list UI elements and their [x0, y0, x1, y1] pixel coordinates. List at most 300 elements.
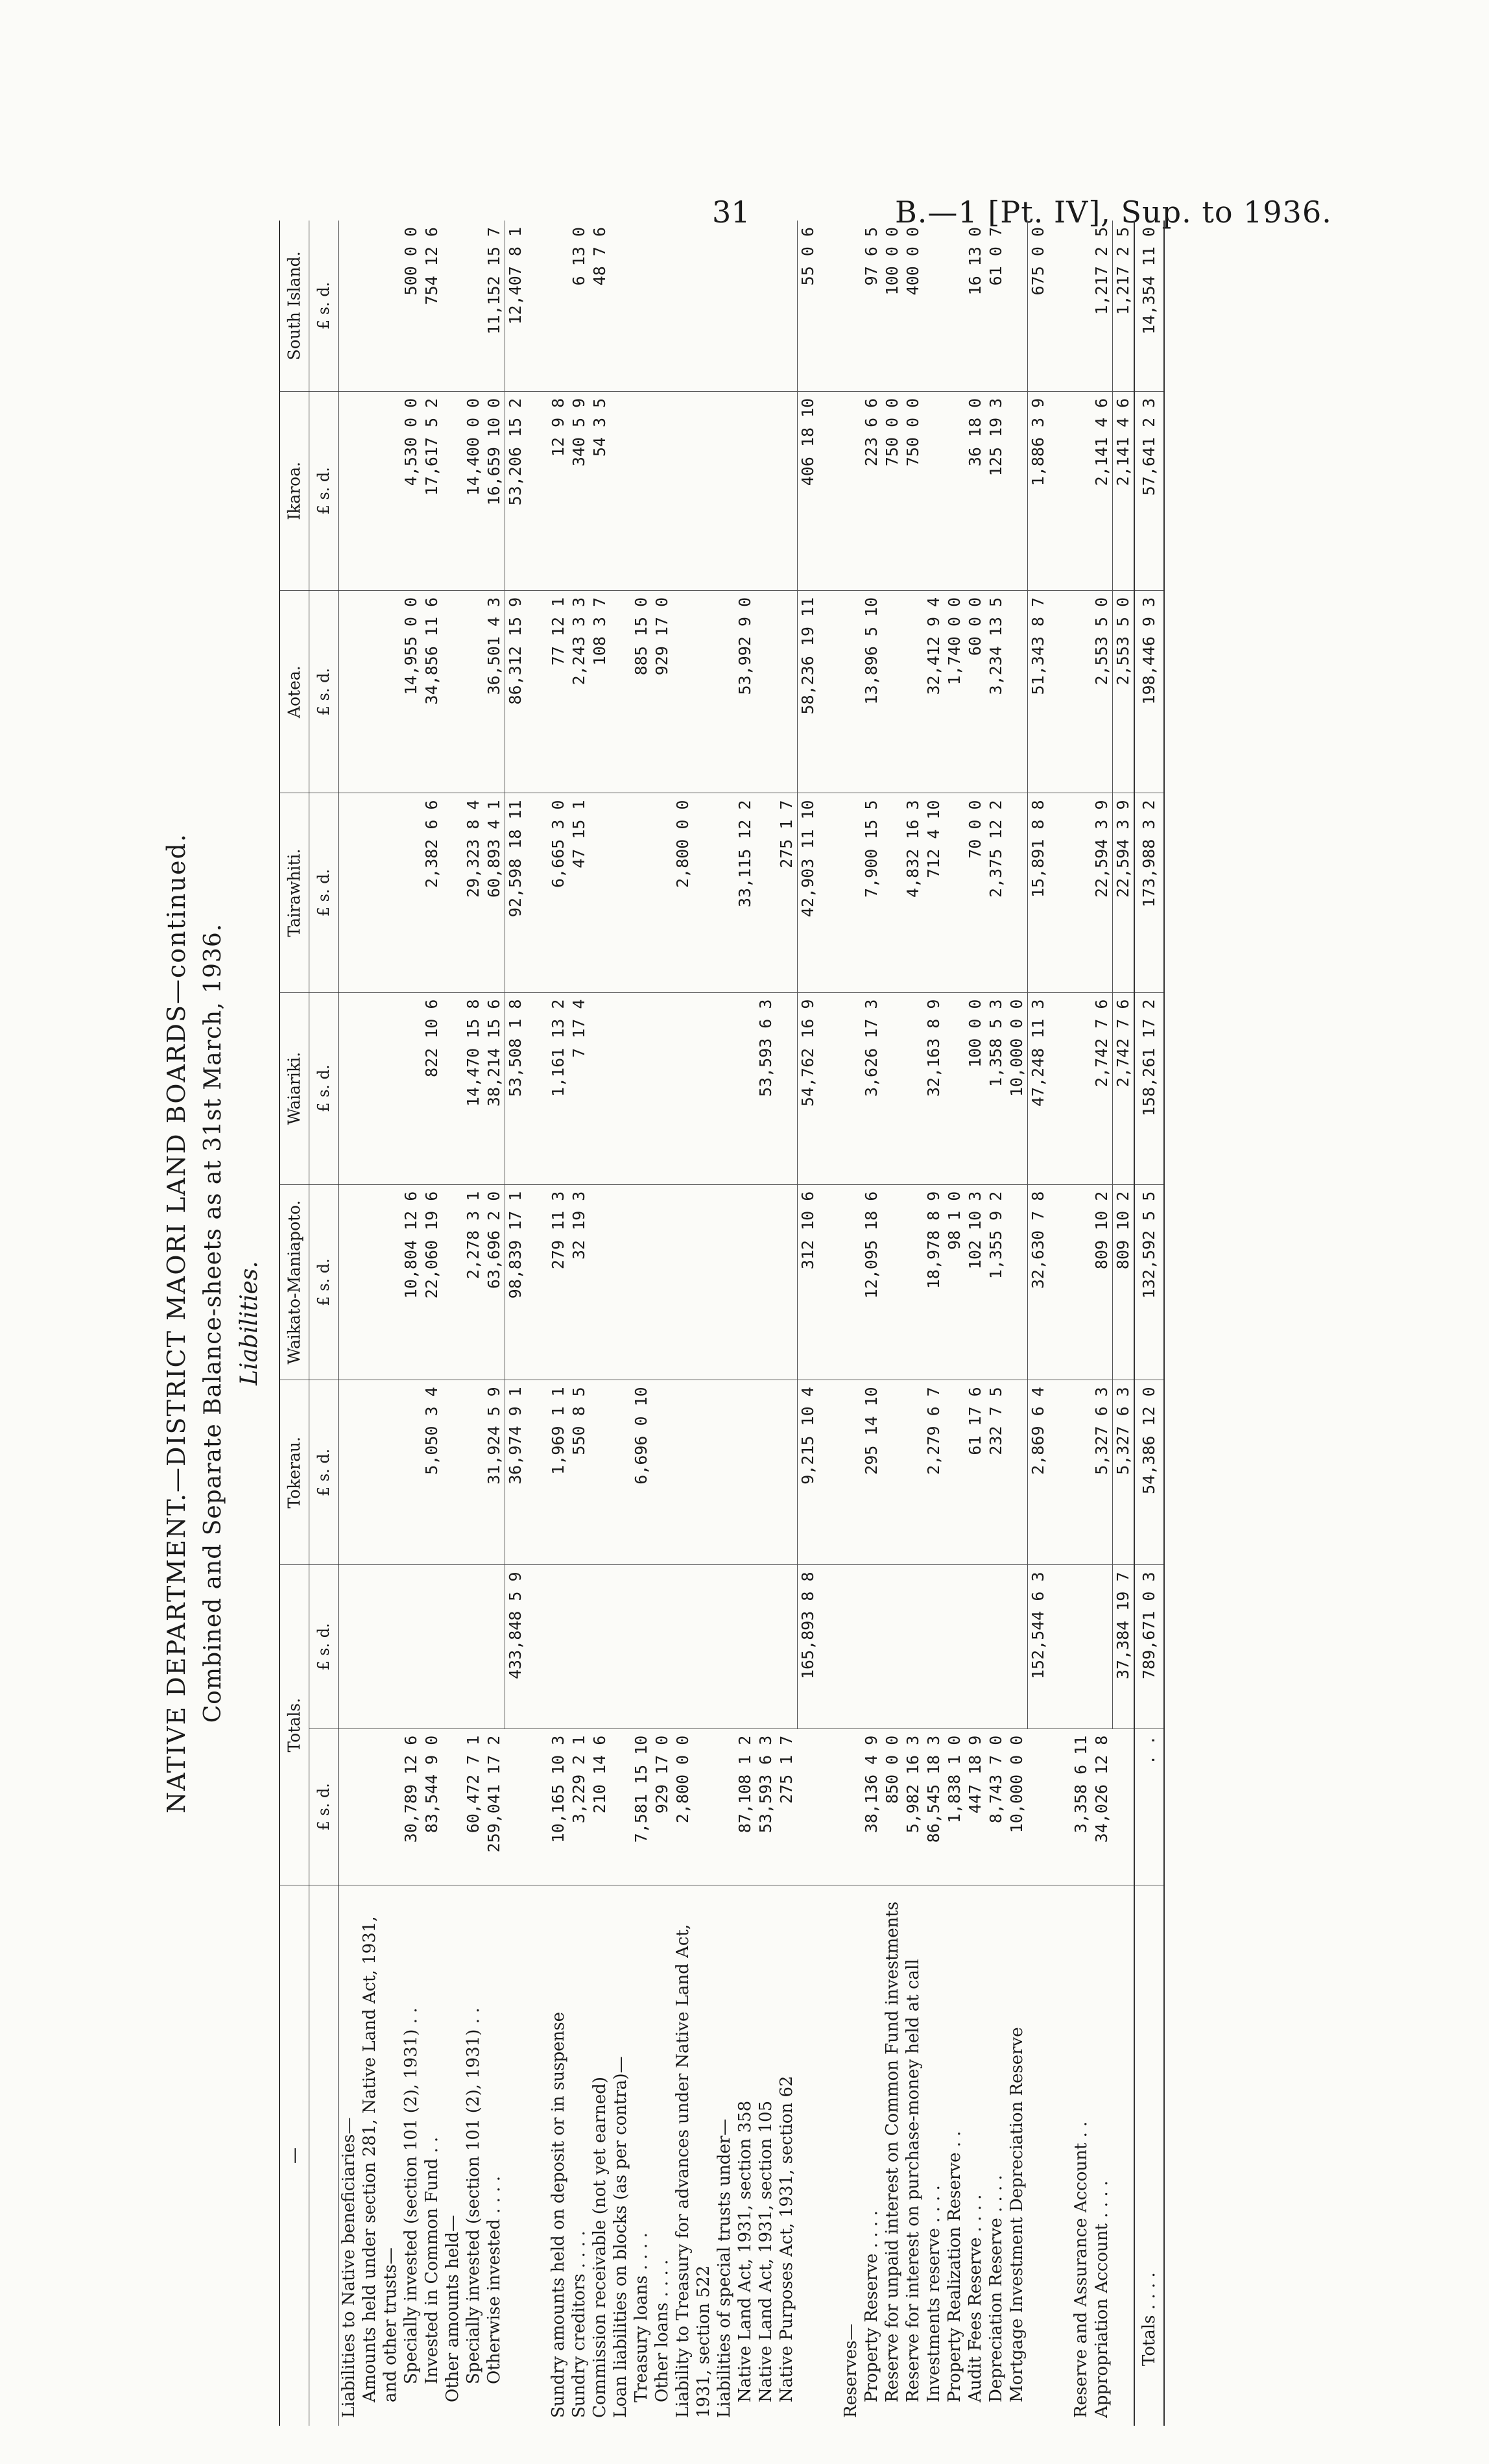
cell-tairawhiti: 4,832 16 3 — [903, 793, 923, 992]
cell-aotea — [1071, 590, 1091, 793]
cell-tokerau: 1,969 1 1 — [548, 1380, 569, 1565]
row-label: Native Land Act, 1931, section 105 — [756, 2100, 776, 2402]
table-row — [861, 221, 882, 2426]
running-head: B.—1 [Pt. IV], Sup. to 1936. — [895, 195, 1332, 230]
cell-tokerau: 61 17 6 — [965, 1380, 986, 1565]
cell-waikato-maniapoto — [840, 1184, 861, 1380]
cell-tairawhiti — [401, 793, 422, 992]
cell-waikato-maniapoto: 63,696 2 0 — [484, 1184, 505, 1380]
cell-waikato-maniapoto — [652, 1184, 673, 1380]
cell-ikaroa — [923, 391, 944, 590]
cell-waikato-maniapoto — [756, 1184, 776, 1380]
row-label: Liabilities to Native beneficiaries— — [339, 2117, 359, 2418]
cell-tairawhiti — [339, 793, 360, 992]
cell-aotea: 53,992 9 0 — [735, 590, 756, 793]
cell-aotea — [339, 590, 360, 793]
cell-ikaroa — [756, 391, 776, 590]
cell-waiariki — [714, 992, 735, 1184]
cell-tokerau: 5,050 3 4 — [422, 1380, 442, 1565]
cell-totals-a: 3,229 2 1 — [569, 1728, 590, 1885]
cell-ikaroa — [442, 391, 463, 590]
table-row — [1007, 221, 1028, 2426]
cell-aotea: 58,236 19 11 — [798, 590, 819, 793]
table-row — [944, 221, 965, 2426]
cell-tairawhiti: 47 15 1 — [569, 793, 590, 992]
cell-aotea — [673, 590, 714, 793]
cell-south-island — [652, 221, 673, 391]
table-row — [1028, 221, 1049, 2426]
cell-tairawhiti — [1007, 793, 1028, 992]
cell-tokerau — [756, 1380, 776, 1565]
header-ikaroa: Ikaroa. — [280, 391, 309, 590]
row-label: Audit Fees Reserve . . . . — [966, 2194, 985, 2402]
cell-totals-b — [631, 1565, 652, 1728]
cell-aotea: 108 3 7 — [590, 590, 610, 793]
document-subtitle: Combined and Separate Balance-sheets as at 31st March, 1936. — [200, 923, 226, 1723]
spacer-row — [818, 221, 840, 2426]
cell-south-island: 11,152 15 7 — [484, 221, 505, 391]
cell-tairawhiti: 42,903 11 10 — [798, 793, 819, 992]
cell-ikaroa: 53,206 15 2 — [505, 391, 527, 590]
cell-totals-a: 210 14 6 — [590, 1728, 610, 1885]
row-label: Liabilities of special trusts under— — [715, 2118, 734, 2418]
cell-totals-a: 10,165 10 3 — [548, 1728, 569, 1885]
cell-tairawhiti: 712 4 10 — [923, 793, 944, 992]
cell-tokerau: 6,696 0 10 — [631, 1380, 652, 1565]
cell-waikato-maniapoto — [339, 1184, 360, 1380]
cell-tairawhiti — [652, 793, 673, 992]
row-label: Reserve for unpaid interest on Common Fund investments — [883, 1901, 902, 2402]
table-row — [569, 221, 590, 2426]
cell-aotea: 86,312 15 9 — [505, 590, 527, 793]
cell-tairawhiti — [1071, 793, 1091, 992]
cell-waikato-maniapoto — [714, 1184, 735, 1380]
cell-totals-a — [339, 1728, 360, 1885]
cell-tokerau: 550 8 5 — [569, 1380, 590, 1565]
row-label: Otherwise invested . . . . — [484, 2176, 504, 2384]
cell-aotea: 2,243 3 3 — [569, 590, 590, 793]
table-row — [903, 221, 923, 2426]
cell-waiariki: 53,508 1 8 — [505, 992, 527, 1184]
table-row — [673, 221, 714, 2426]
cell-ikaroa — [735, 391, 756, 590]
units-cell: £ s. d. — [309, 1565, 339, 1728]
rotated-table-region — [162, 221, 1381, 2426]
cell-aotea: 32,412 9 4 — [923, 590, 944, 793]
units-cell: £ s. d. — [309, 1380, 339, 1565]
cell-south-island: 400 0 0 — [903, 221, 923, 391]
cell-waiariki — [359, 992, 401, 1184]
table-row — [776, 221, 798, 2426]
cell-totals-b — [422, 1565, 442, 1728]
table-row — [590, 221, 610, 2426]
row-label: Amounts held under section 281, Native Land Act, 1931, and other trusts— — [360, 1916, 400, 2402]
cell-south-island — [631, 221, 652, 391]
cell-south-island — [1071, 221, 1091, 391]
document-title: NATIVE DEPARTMENT.—DISTRICT MAORI LAND BOARDS—continued. — [162, 833, 191, 1813]
cell-ikaroa — [339, 391, 360, 590]
cell-waiariki — [840, 992, 861, 1184]
cell-ikaroa — [714, 391, 735, 590]
cell-tokerau — [1071, 1380, 1091, 1565]
cell-waikato-maniapoto: 12,095 18 6 — [861, 1184, 882, 1380]
cell-tokerau — [401, 1380, 422, 1565]
cell-totals-a: 259,041 17 2 — [484, 1728, 505, 1885]
units-cell: £ s. d. — [309, 793, 339, 992]
cell-tokerau — [442, 1380, 463, 1565]
cell-ikaroa: 12 9 8 — [548, 391, 569, 590]
cell-waiariki — [882, 992, 903, 1184]
cell-totals-b: 152,544 6 3 — [1028, 1565, 1049, 1728]
table-row — [1113, 221, 1135, 2426]
cell-tokerau: 5,327 6 3 — [1091, 1380, 1113, 1565]
cell-totals-a: 929 17 0 — [652, 1728, 673, 1885]
totals-ikaroa: 57,641 2 3 — [1134, 391, 1164, 590]
cell-tairawhiti — [631, 793, 652, 992]
cell-totals-a: 30,789 12 6 — [401, 1728, 422, 1885]
cell-ikaroa: 223 6 6 — [861, 391, 882, 590]
cell-south-island: 1,217 2 5 — [1091, 221, 1113, 391]
row-label: Property Realization Reserve . . — [945, 2131, 964, 2402]
cell-waiariki — [903, 992, 923, 1184]
cell-south-island — [756, 221, 776, 391]
cell-waikato-maniapoto: 809 10 2 — [1113, 1184, 1135, 1380]
cell-totals-b — [1007, 1565, 1028, 1728]
cell-waikato-maniapoto: 98 1 0 — [944, 1184, 965, 1380]
cell-totals-a: 38,136 4 9 — [861, 1728, 882, 1885]
cell-ikaroa: 750 0 0 — [903, 391, 923, 590]
cell-aotea: 3,234 13 5 — [986, 590, 1007, 793]
cell-waiariki — [776, 992, 798, 1184]
cell-ikaroa: 36 18 0 — [965, 391, 986, 590]
cell-totals-b — [944, 1565, 965, 1728]
cell-ikaroa: 2,141 4 6 — [1091, 391, 1113, 590]
cell-ikaroa — [776, 391, 798, 590]
cell-ikaroa — [1071, 391, 1091, 590]
cell-ikaroa: 1,886 3 9 — [1028, 391, 1049, 590]
units-cell: £ s. d. — [309, 992, 339, 1184]
cell-waiariki: 54,762 16 9 — [798, 992, 819, 1184]
row-label: Native Purposes Act, 1931, section 62 — [777, 2075, 796, 2402]
table-row — [714, 221, 735, 2426]
row-label — [798, 1885, 819, 2426]
table-row — [401, 221, 422, 2426]
cell-tokerau — [882, 1380, 903, 1565]
cell-tokerau — [610, 1380, 631, 1565]
cell-waikato-maniapoto — [631, 1184, 652, 1380]
table-row — [735, 221, 756, 2426]
cell-tokerau — [359, 1380, 401, 1565]
cell-waiariki — [339, 992, 360, 1184]
cell-waiariki — [673, 992, 714, 1184]
cell-tairawhiti — [359, 793, 401, 992]
cell-waiariki: 2,742 7 6 — [1091, 992, 1113, 1184]
cell-south-island — [548, 221, 569, 391]
cell-totals-b — [735, 1565, 756, 1728]
cell-tairawhiti: 7,900 15 5 — [861, 793, 882, 992]
cell-tokerau — [463, 1380, 484, 1565]
cell-totals-b — [442, 1565, 463, 1728]
table-row — [986, 221, 1007, 2426]
cell-waiariki — [944, 992, 965, 1184]
row-label — [1113, 1885, 1135, 2426]
row-label — [1028, 1885, 1049, 2426]
cell-totals-b — [776, 1565, 798, 1728]
cell-waiariki: 100 0 0 — [965, 992, 986, 1184]
cell-waikato-maniapoto: 22,060 19 6 — [422, 1184, 442, 1380]
cell-aotea — [610, 590, 631, 793]
cell-aotea — [1007, 590, 1028, 793]
table-row — [965, 221, 986, 2426]
table-body — [339, 221, 1135, 2426]
cell-totals-b: 165,893 8 8 — [798, 1565, 819, 1728]
row-label: Treasury loans . . . . — [632, 2232, 651, 2402]
cell-tairawhiti — [590, 793, 610, 992]
cell-ikaroa: 340 5 9 — [569, 391, 590, 590]
cell-tairawhiti — [714, 793, 735, 992]
cell-totals-a: 5,982 16 3 — [903, 1728, 923, 1885]
cell-tokerau: 5,327 6 3 — [1113, 1380, 1135, 1565]
table-row — [463, 221, 484, 2426]
table-row — [359, 221, 401, 2426]
header-south-island: South Island. — [280, 221, 309, 391]
cell-ikaroa: 406 18 10 — [798, 391, 819, 590]
cell-ikaroa — [673, 391, 714, 590]
cell-south-island: 100 0 0 — [882, 221, 903, 391]
cell-waiariki: 822 10 6 — [422, 992, 442, 1184]
cell-waiariki — [610, 992, 631, 1184]
cell-ikaroa — [610, 391, 631, 590]
row-label: Invested in Common Fund . . — [422, 2136, 442, 2384]
row-label: Sundry amounts held on deposit or in suspense — [549, 2011, 568, 2418]
header-tokerau: Tokerau. — [280, 1380, 309, 1565]
cell-totals-a: 850 0 0 — [882, 1728, 903, 1885]
cell-ikaroa: 125 19 3 — [986, 391, 1007, 590]
cell-totals-b — [401, 1565, 422, 1728]
cell-totals-b: 433,848 5 9 — [505, 1565, 527, 1728]
cell-totals-a — [1113, 1728, 1135, 1885]
cell-ikaroa — [840, 391, 861, 590]
cell-tairawhiti — [882, 793, 903, 992]
cell-totals-a — [359, 1728, 401, 1885]
row-label: Mortgage Investment Depreciation Reserve — [1007, 2027, 1027, 2402]
cell-waikato-maniapoto — [903, 1184, 923, 1380]
cell-aotea — [359, 590, 401, 793]
units-cell: £ s. d. — [309, 221, 339, 391]
cell-totals-b — [903, 1565, 923, 1728]
cell-south-island — [735, 221, 756, 391]
table-row — [923, 221, 944, 2426]
cell-totals-b — [610, 1565, 631, 1728]
cell-south-island: 48 7 6 — [590, 221, 610, 391]
table-row — [484, 221, 505, 2426]
cell-south-island: 55 0 6 — [798, 221, 819, 391]
cell-ikaroa: 750 0 0 — [882, 391, 903, 590]
units-cell: £ s. d. — [309, 1728, 339, 1885]
cell-waikato-maniapoto: 32 19 3 — [569, 1184, 590, 1380]
cell-totals-b — [1071, 1565, 1091, 1728]
cell-totals-b — [569, 1565, 590, 1728]
row-label: Reserve for interest on purchase-money held at call — [903, 1959, 923, 2402]
cell-waikato-maniapoto — [735, 1184, 756, 1380]
cell-aotea — [756, 590, 776, 793]
cell-waiariki — [631, 992, 652, 1184]
cell-totals-a: 3,358 6 11 — [1071, 1728, 1091, 1885]
cell-waiariki — [735, 992, 756, 1184]
cell-south-island — [944, 221, 965, 391]
cell-waiariki — [590, 992, 610, 1184]
cell-ikaroa: 4,530 0 0 — [401, 391, 422, 590]
cell-totals-a — [798, 1728, 819, 1885]
cell-waiariki: 14,470 15 8 — [463, 992, 484, 1184]
cell-waiariki: 32,163 8 9 — [923, 992, 944, 1184]
cell-tokerau — [776, 1380, 798, 1565]
cell-aotea: 13,896 5 10 — [861, 590, 882, 793]
totals-col-b: 789,671 0 3 — [1134, 1565, 1164, 1728]
cell-aotea — [776, 590, 798, 793]
cell-tokerau: 9,215 10 4 — [798, 1380, 819, 1565]
cell-aotea: 885 15 0 — [631, 590, 652, 793]
table-row — [756, 221, 776, 2426]
cell-aotea: 2,553 5 0 — [1113, 590, 1135, 793]
cell-waiariki: 53,593 6 3 — [756, 992, 776, 1184]
cell-waikato-maniapoto — [776, 1184, 798, 1380]
cell-totals-b — [463, 1565, 484, 1728]
cell-tokerau — [673, 1380, 714, 1565]
section-title: Liabilities. — [236, 1261, 263, 1385]
cell-waikato-maniapoto — [882, 1184, 903, 1380]
cell-south-island: 500 0 0 — [401, 221, 422, 391]
cell-south-island — [442, 221, 463, 391]
cell-aotea: 60 0 0 — [965, 590, 986, 793]
cell-totals-b — [673, 1565, 714, 1728]
row-label: Sundry creditors . . . . — [569, 2231, 589, 2418]
cell-tokerau — [944, 1380, 965, 1565]
row-label: Appropriation Account . . . . — [1092, 2180, 1112, 2418]
cell-totals-a: 275 1 7 — [776, 1728, 798, 1885]
table-row — [505, 221, 527, 2426]
table-row — [610, 221, 631, 2426]
cell-tokerau: 31,924 5 9 — [484, 1380, 505, 1565]
cell-waiariki: 38,214 15 6 — [484, 992, 505, 1184]
row-label: Specially invested (section 101 (2), 1931) . . — [401, 2007, 421, 2384]
cell-totals-b — [714, 1565, 735, 1728]
cell-aotea — [903, 590, 923, 793]
cell-totals-a — [840, 1728, 861, 1885]
row-label: Other amounts held— — [443, 2214, 462, 2402]
cell-waikato-maniapoto — [610, 1184, 631, 1380]
cell-totals-a: 34,026 12 8 — [1091, 1728, 1113, 1885]
table-row — [840, 221, 861, 2426]
cell-totals-a — [505, 1728, 527, 1885]
cell-totals-b — [484, 1565, 505, 1728]
cell-tokerau — [652, 1380, 673, 1565]
header-first: — — [280, 1885, 309, 2426]
cell-tairawhiti: 70 0 0 — [965, 793, 986, 992]
cell-totals-b — [840, 1565, 861, 1728]
cell-waikato-maniapoto: 809 10 2 — [1091, 1184, 1113, 1380]
cell-ikaroa — [944, 391, 965, 590]
cell-south-island: 61 0 7 — [986, 221, 1007, 391]
cell-totals-b — [861, 1565, 882, 1728]
cell-totals-b — [590, 1565, 610, 1728]
cell-totals-a: 8,743 7 0 — [986, 1728, 1007, 1885]
cell-waiariki — [401, 992, 422, 1184]
cell-tokerau: 36,974 9 1 — [505, 1380, 527, 1565]
page-number: 31 — [712, 195, 750, 230]
cell-tairawhiti — [610, 793, 631, 992]
spacer-row — [526, 221, 548, 2426]
table-row — [422, 221, 442, 2426]
cell-waikato-maniapoto: 98,839 17 1 — [505, 1184, 527, 1380]
row-label: Specially invested (section 101 (2), 1931) . . — [464, 2007, 483, 2384]
cell-totals-b — [986, 1565, 1007, 1728]
cell-waikato-maniapoto: 18,978 8 9 — [923, 1184, 944, 1380]
row-label: Commission receivable (not yet earned) — [590, 2077, 610, 2418]
cell-totals-a: 86,545 18 3 — [923, 1728, 944, 1885]
cell-totals-b — [923, 1565, 944, 1728]
cell-south-island: 675 0 0 — [1028, 221, 1049, 391]
cell-aotea: 77 12 1 — [548, 590, 569, 793]
cell-tokerau — [714, 1380, 735, 1565]
cell-totals-b — [339, 1565, 360, 1728]
cell-ikaroa: 2,141 4 6 — [1113, 391, 1135, 590]
cell-totals-a — [442, 1728, 463, 1885]
cell-totals-a: 10,000 0 0 — [1007, 1728, 1028, 1885]
cell-aotea — [882, 590, 903, 793]
cell-totals-a: 447 18 9 — [965, 1728, 986, 1885]
cell-tairawhiti: 29,323 8 4 — [463, 793, 484, 992]
cell-south-island: 16 13 0 — [965, 221, 986, 391]
cell-ikaroa — [1007, 391, 1028, 590]
cell-south-island: 754 12 6 — [422, 221, 442, 391]
cell-tokerau — [735, 1380, 756, 1565]
cell-aotea: 929 17 0 — [652, 590, 673, 793]
cell-south-island: 12,407 8 1 — [505, 221, 527, 391]
totals-tairawhiti: 173,988 3 2 — [1134, 793, 1164, 992]
cell-totals-a: 60,472 7 1 — [463, 1728, 484, 1885]
cell-tairawhiti — [944, 793, 965, 992]
header-row — [280, 221, 309, 2426]
cell-tairawhiti: 6,665 3 0 — [548, 793, 569, 992]
header-tairawhiti: Tairawhiti. — [280, 793, 309, 992]
totals-aotea: 198,446 9 3 — [1134, 590, 1164, 793]
cell-tairawhiti: 33,115 12 2 — [735, 793, 756, 992]
cell-tairawhiti: 15,891 8 8 — [1028, 793, 1049, 992]
cell-tairawhiti: 22,594 3 9 — [1113, 793, 1135, 992]
header-waikato-maniapoto: Waikato-Maniapoto. — [280, 1184, 309, 1380]
cell-tokerau — [903, 1380, 923, 1565]
cell-aotea — [463, 590, 484, 793]
cell-tairawhiti: 60,893 4 1 — [484, 793, 505, 992]
cell-totals-b — [756, 1565, 776, 1728]
cell-totals-b — [548, 1565, 569, 1728]
table-row — [1071, 221, 1091, 2426]
row-label: Reserves— — [841, 2323, 861, 2418]
totals-label: Totals . . . . — [1134, 1885, 1164, 2426]
totals-south-island: 14,354 11 0 — [1134, 221, 1164, 391]
cell-aotea — [442, 590, 463, 793]
cell-waiariki: 1,358 5 3 — [986, 992, 1007, 1184]
cell-tairawhiti — [442, 793, 463, 992]
row-label: Native Land Act, 1931, section 358 — [735, 2100, 755, 2402]
table-row — [442, 221, 463, 2426]
cell-aotea: 1,740 0 0 — [944, 590, 965, 793]
cell-totals-a — [714, 1728, 735, 1885]
cell-aotea: 51,343 8 7 — [1028, 590, 1049, 793]
cell-ikaroa — [359, 391, 401, 590]
table-row — [631, 221, 652, 2426]
